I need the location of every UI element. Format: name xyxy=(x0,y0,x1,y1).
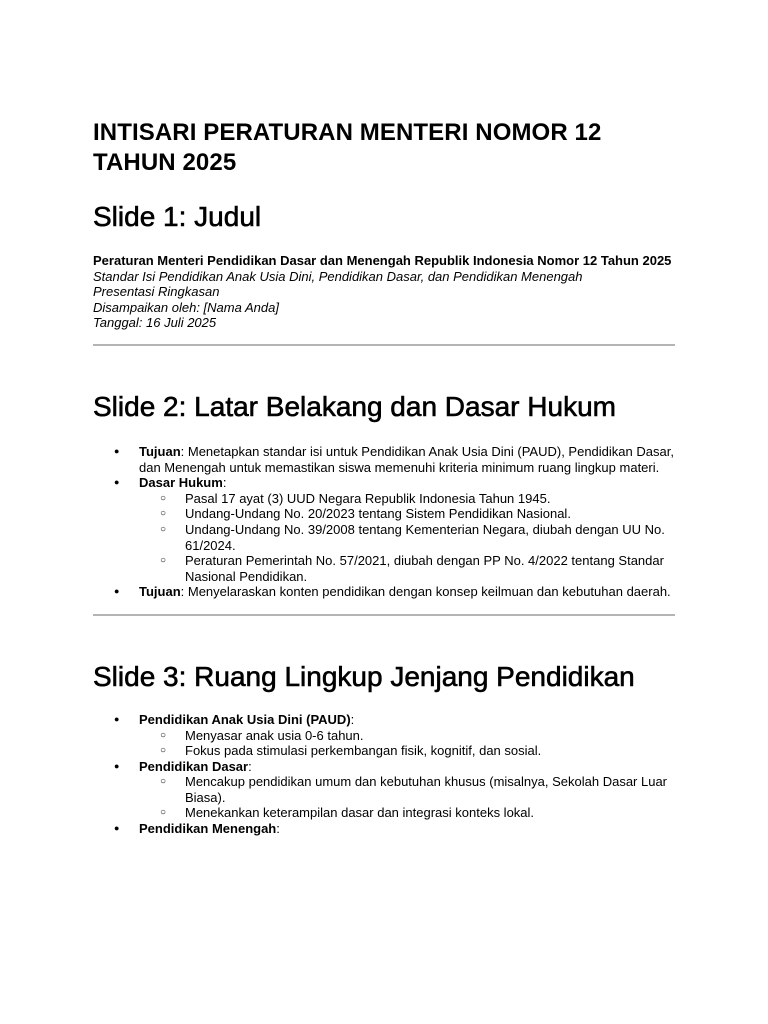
section-divider xyxy=(93,344,675,346)
sub-list xyxy=(139,491,675,585)
slide-1-heading: Slide 1: Judul xyxy=(93,201,262,232)
list-item-lead: Tujuan xyxy=(139,584,181,600)
section-divider xyxy=(93,614,675,616)
slide-2-list xyxy=(93,444,675,600)
presentation-type: Presentasi Ringkasan xyxy=(93,284,220,300)
list-item-lead: Dasar Hukum xyxy=(139,475,223,491)
sub-list-item: ○ Undang-Undang No. 39/2008 tentang Kementerian Negara, diubah dengan UU No. 61/2024. xyxy=(139,522,675,553)
sub-list-item: ○ Undang-Undang No. 20/2023 tentang Sistem Pendidikan Nasional. xyxy=(139,506,675,522)
list-item xyxy=(93,584,675,600)
slide-1-section xyxy=(93,201,675,331)
list-item-text: : Menetapkan standar isi untuk Pendidikan Anak Usia Dini (PAUD), Pendidikan Dasar, dan Menengah untuk memastikan siswa memenuhi kriteria minimum ruang lingkup materi. xyxy=(139,443,674,475)
sub-list xyxy=(139,774,675,821)
presenter-line: Disampaikan oleh: [Nama Anda] xyxy=(93,299,279,315)
list-item xyxy=(93,821,675,837)
list-item xyxy=(93,444,675,475)
list-item-lead: Tujuan xyxy=(139,443,181,459)
sub-list-item: ○ Pasal 17 ayat (3) UUD Negara Republik Indonesia Tahun 1945. xyxy=(139,491,675,507)
sub-list-item: ○ Peraturan Pemerintah No. 57/2021, diubah dengan PP No. 4/2022 tentang Standar Nasional Pendidikan. xyxy=(139,553,675,584)
list-item-text: : xyxy=(222,475,227,491)
date-line: Tanggal: 16 Juli 2025 xyxy=(93,315,217,331)
list-item xyxy=(93,759,675,821)
slide-3-section xyxy=(93,661,675,837)
sub-list-item: ○ Fokus pada stimulasi perkembangan fisik, kognitif, dan sosial. xyxy=(139,743,675,759)
regulation-subtitle: Standar Isi Pendidikan Anak Usia Dini, Pendidikan Dasar, dan Pendidikan Menengah xyxy=(93,268,583,284)
slide-1-details xyxy=(93,253,675,331)
slide-2-section xyxy=(93,391,675,600)
list-item-text: : xyxy=(350,711,355,727)
slide-3-list xyxy=(93,712,675,837)
list-item-text: : xyxy=(276,821,280,837)
list-item xyxy=(93,475,675,584)
sub-list xyxy=(139,728,675,759)
document-title: INTISARI PERATURAN MENTERI NOMOR 12 TAHUN 2025 xyxy=(93,119,602,176)
sub-list-item: ○ Menyasar anak usia 0-6 tahun. xyxy=(139,728,675,744)
list-item-lead: Pendidikan Anak Usia Dini (PAUD) xyxy=(139,711,351,727)
list-item xyxy=(93,712,675,759)
slide-3-heading: Slide 3: Ruang Lingkup Jenjang Pendidikan xyxy=(93,660,635,692)
sub-list-item: ○ Menekankan keterampilan dasar dan integrasi konteks lokal. xyxy=(139,805,675,821)
list-item-lead: Pendidikan Dasar xyxy=(139,758,249,774)
list-item-text: : xyxy=(248,758,252,774)
list-item-text: : Menyelaraskan konten pendidikan dengan konsep keilmuan dan kebutuhan daerah. xyxy=(180,584,671,600)
regulation-title: Peraturan Menteri Pendidikan Dasar dan Menengah Republik Indonesia Nomor 12 Tahun 2025 xyxy=(93,253,672,268)
sub-list-item: ○ Mencakup pendidikan umum dan kebutuhan khusus (misalnya, Sekolah Dasar Luar Biasa). xyxy=(139,774,675,805)
list-item-lead: Pendidikan Menengah xyxy=(139,821,277,837)
slide-2-heading: Slide 2: Latar Belakang dan Dasar Hukum xyxy=(93,390,616,422)
